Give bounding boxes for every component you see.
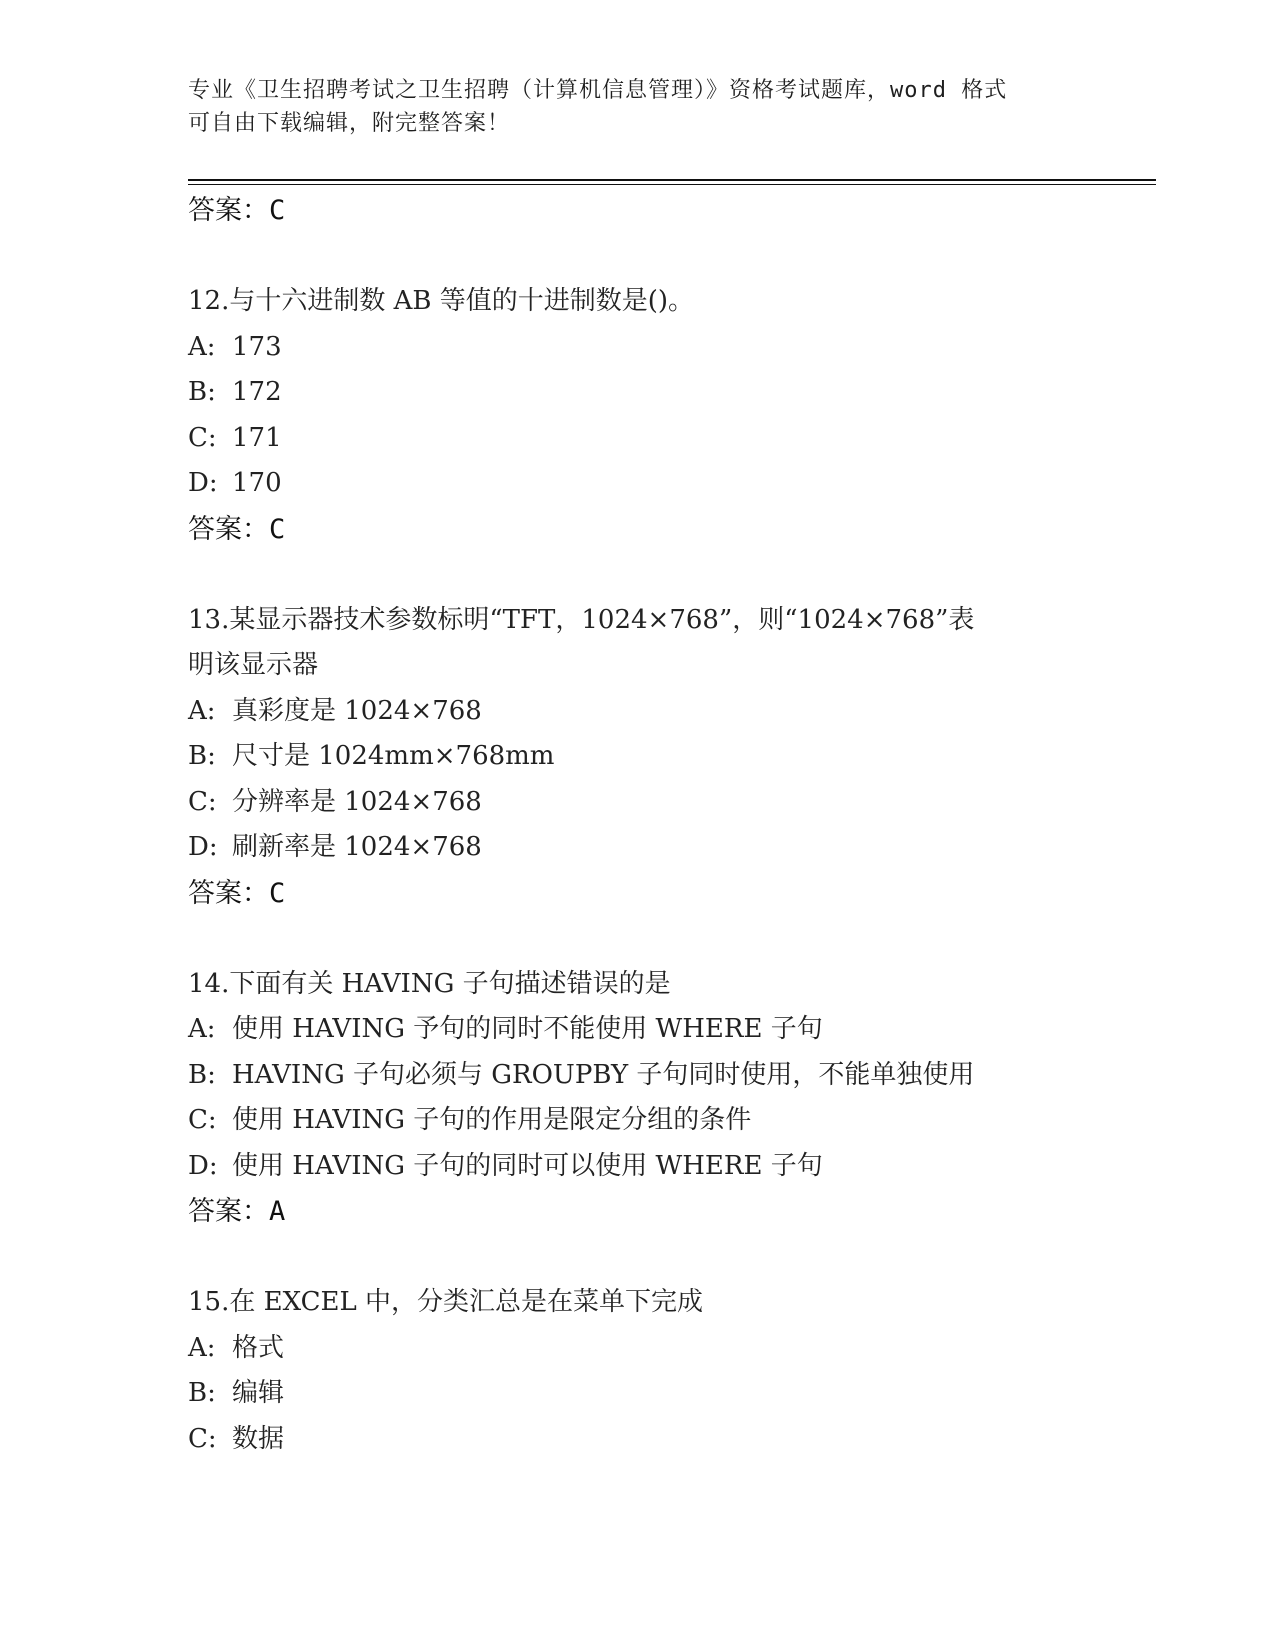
spacer	[188, 916, 1088, 962]
option-letter: B:	[188, 1059, 216, 1090]
option-text: HAVING 子句必须与 GROUPBY 子句同时使用，不能单独使用	[232, 1059, 975, 1090]
option-text: 171	[232, 422, 282, 453]
header-divider-thick	[188, 179, 1156, 181]
question-stem: 14.下面有关 HAVING 子句描述错误的是	[188, 968, 671, 999]
answer-line	[188, 188, 1088, 234]
question-stem: 15.在 EXCEL 中，分类汇总是在菜单下完成	[188, 1287, 704, 1317]
option-line	[188, 1326, 1088, 1372]
answer-label: 答案：	[188, 1196, 269, 1227]
option-letter: C:	[188, 786, 217, 817]
answer-value: C	[269, 513, 286, 545]
answer-label: 答案：	[188, 877, 269, 909]
option-line	[188, 1144, 1088, 1190]
option-text: 172	[232, 377, 282, 407]
option-letter: C:	[188, 1423, 217, 1454]
option-line	[188, 461, 1088, 507]
option-text: 真彩度是 1024×768	[232, 695, 482, 726]
option-line	[188, 1371, 1088, 1417]
option-letter: A:	[188, 331, 216, 362]
option-letter: C:	[188, 422, 217, 453]
option-text: 173	[232, 331, 282, 362]
option-text: 使用 HAVING 子句的同时可以使用 WHERE 子句	[232, 1150, 823, 1181]
option-letter: A:	[188, 1014, 216, 1044]
option-text: 使用 HAVING 子句的作用是限定分组的条件	[232, 1105, 752, 1135]
option-line	[188, 370, 1088, 416]
answer-value: C	[269, 195, 286, 226]
option-text: 格式	[232, 1332, 285, 1363]
answer-line	[188, 507, 1088, 553]
option-text: 刷新率是 1024×768	[232, 832, 482, 862]
option-letter: B:	[188, 1378, 216, 1408]
header-divider-thin	[188, 184, 1156, 185]
header-line-2: 可自由下载编辑，附完整答案！	[188, 111, 511, 136]
option-line	[188, 1098, 1088, 1144]
question-stem: 12.与十六进制数 AB 等值的十进制数是()。	[188, 286, 695, 316]
option-letter: D:	[188, 832, 218, 862]
spacer	[188, 552, 1088, 598]
question-stem-continued: 明该显示器	[188, 650, 319, 680]
answer-label: 答案：	[188, 513, 269, 545]
option-letter: D:	[188, 468, 218, 498]
option-text: 尺寸是 1024mm×768mm	[232, 741, 555, 771]
option-text: 分辨率是 1024×768	[232, 786, 482, 817]
option-line	[188, 1007, 1088, 1053]
option-line	[188, 689, 1088, 735]
question-list	[188, 188, 1088, 1462]
answer-line	[188, 1189, 1088, 1235]
option-letter: B:	[188, 377, 216, 407]
answer-label: 答案：	[188, 195, 269, 226]
option-text: 使用 HAVING 予句的同时不能使用 WHERE 子句	[232, 1014, 823, 1044]
option-text: 170	[232, 468, 282, 498]
spacer	[188, 234, 1088, 280]
option-line	[188, 734, 1088, 780]
option-line	[188, 825, 1088, 871]
header-line-1: 专业《卫生招聘考试之卫生招聘（计算机信息管理）》资格考试题库，word 格式	[188, 78, 1008, 103]
spacer	[188, 1235, 1088, 1281]
option-line	[188, 1053, 1088, 1099]
option-line	[188, 325, 1088, 371]
answer-value: C	[269, 877, 286, 909]
answer-line	[188, 871, 1088, 917]
option-text: 编辑	[232, 1378, 285, 1408]
option-line	[188, 416, 1088, 462]
answer-value: A	[269, 1196, 286, 1227]
option-letter: B:	[188, 741, 216, 771]
option-text: 数据	[232, 1423, 285, 1454]
option-letter: D:	[188, 1150, 218, 1181]
document-header	[188, 74, 1068, 140]
question-stem: 13.某显示器技术参数标明“TFT，1024×768”，则“1024×768”表	[188, 604, 975, 635]
option-letter: A:	[188, 1332, 216, 1363]
option-line	[188, 1417, 1088, 1463]
option-line	[188, 780, 1088, 826]
option-letter: C:	[188, 1105, 217, 1135]
option-letter: A:	[188, 695, 216, 726]
